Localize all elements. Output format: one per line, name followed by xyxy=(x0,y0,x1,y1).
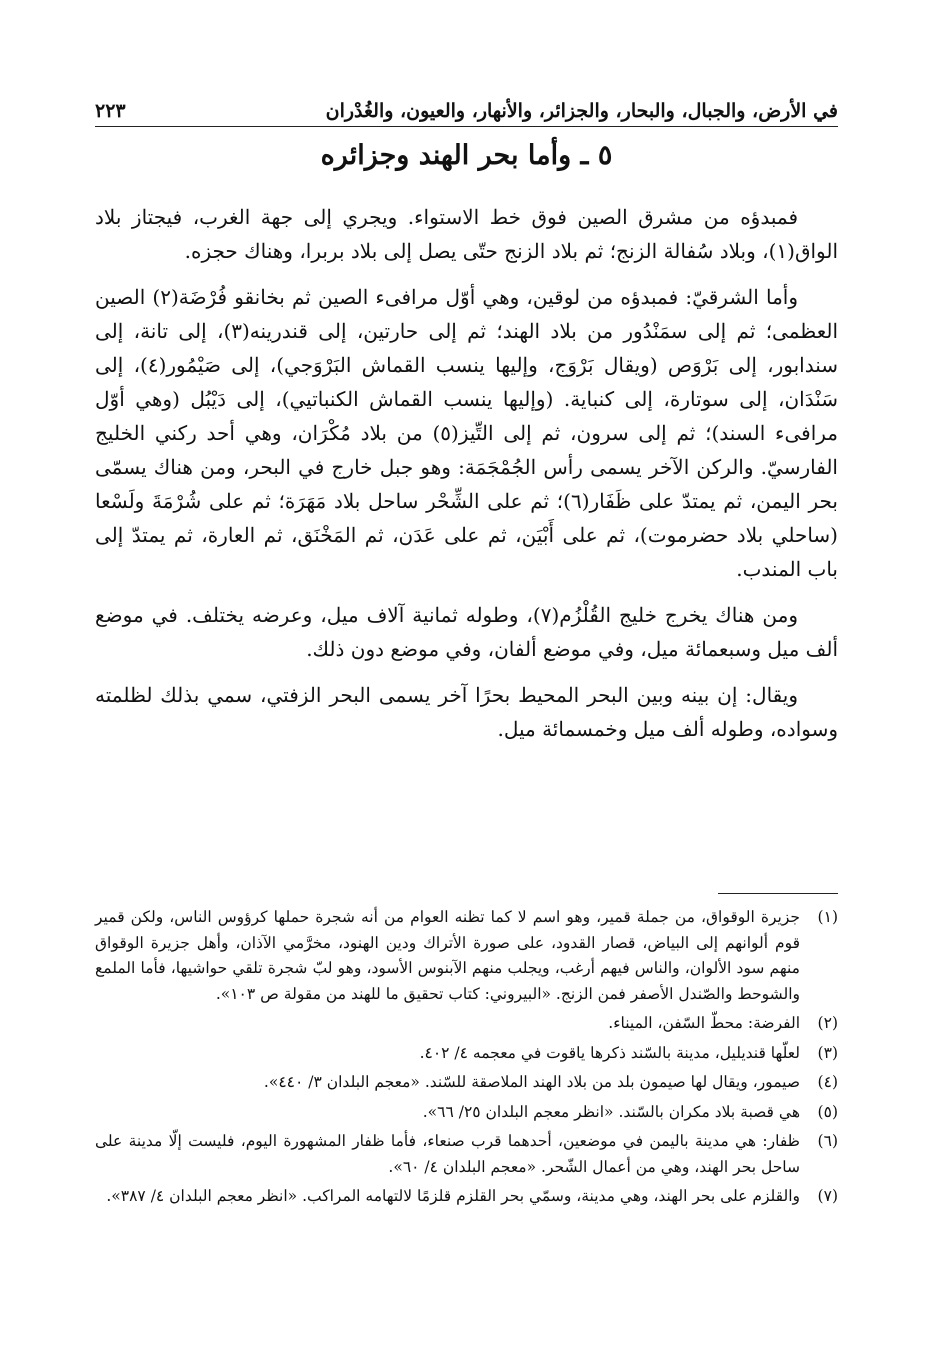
footnote xyxy=(95,1041,838,1067)
footnote-text: لعلّها قنديليل، مدينة بالسّند ذكرها ياقوت في معجمه ٤/ ٤٠٢. xyxy=(419,1043,800,1062)
footnote xyxy=(95,1129,838,1180)
footnote-text: ظفار: هي مدينة باليمن في موضعين، أحدهما قرب صنعاء، فأما ظفار المشهورة اليوم، فليست إلّا مدينة على ساحل بحر الهند، وهي من أعمال الشّحر. «معجم البلدان ٤/ ٦٠». xyxy=(95,1132,800,1176)
running-header xyxy=(95,82,838,127)
paragraph: ومن هناك يخرج خليج القُلْزُم(٧)، وطوله ثمانية آلاف ميل، وعرضه يختلف. في موضع ألف ميل وسبعمائة ميل، وفي موضع ألفان، وفي موضع دون ذلك. xyxy=(95,603,838,661)
footnote-number: (٣) xyxy=(817,1043,838,1062)
chapter-heading: ٥ ـ وأما بحر الهند وجزائره xyxy=(320,140,613,171)
footnote-number: (٢) xyxy=(817,1014,838,1032)
footnote-text: صيمور، ويقال لها صيمون بلد من بلاد الهند الملاصقة للسّند. «معجم البلدان ٣/ ٤٤٠». xyxy=(263,1073,800,1091)
footnote xyxy=(95,905,838,1007)
footnotes xyxy=(95,905,838,1214)
footnote xyxy=(95,1100,838,1126)
footnote-divider xyxy=(718,893,838,894)
footnote-text: الفرضة: محطّ السّفن، الميناء. xyxy=(608,1014,800,1032)
paragraph: ويقال: إن بينه وبين البحر المحيط بحرًا آخر يسمى البحر الزفتي، سمي بذلك لظلمته وسواده، وطوله ألف ميل وخمسمائة ميل. xyxy=(95,683,838,741)
page-number: ٢٢٣ xyxy=(95,100,126,122)
paragraph: وأما الشرقيّ: فمبدؤه من لوقين، وهي أوّل مرافىء الصين ثم بخانقو فُرْضَة(٢) الصين العظمى؛ ثم إلى سمَنْدُور من بلاد الهند؛ ثم إلى حارتين، إلى قندرينه(٣)، إلى تانة، إلى سندابور، إلى بَرْوَص (ويقال بَرْوَج، وإليها ينسب القماش البَرْوَجي)، إلى صَيْمُور(٤)، إلى سَنْدَان، إلى سوتارة، إلى كنباية. (وإليها ينسب القماش الكنباتيي)، إلى دَيْبُل (وهي أوّل مرافىء السند)؛ ثم إلى سرون، ثم إلى التِّيز(٥) من بلاد مُكْرَان، وهي أحد ركني الخليج الفارسيّ. والركن الآخر يسمى رأس الجُمْجَمَة: وهو جبل خارج في البحر، ومن هناك يسمّى بحر اليمن، ثم يمتدّ على ظَفَار(٦)؛ ثم على الشِّحْر ساحل بلاد مَهَرَة؛ ثم على شُرْمَةَ ولَسْعا (ساحلي بلاد حضرموت)، ثم على أَبْيَن، ثم على عَدَن، ثم المَخْنَق، ثم العارة، ثم يمتدّ إلى باب المندب. xyxy=(95,285,838,581)
footnote xyxy=(95,1184,838,1210)
footnote-text: هي قصبة بلاد مكران بالسّند. «انظر معجم البلدان ٢٥/ ٦٦». xyxy=(422,1102,800,1121)
main-text xyxy=(95,200,838,758)
paragraph: فمبدؤه من مشرق الصين فوق خط الاستواء. ويجري إلى جهة الغرب، فيجتاز بلاد الواق(١)، وبلاد سُفالة الزنج؛ ثم بلاد الزنج حتّى يصل إلى بلاد بربرا، وهناك حجزه. xyxy=(95,205,838,263)
footnote-number: (٥) xyxy=(817,1102,838,1121)
footnote-number: (٦) xyxy=(817,1132,838,1150)
footnote-text: جزيرة الوقواق، من جملة قمير، وهو اسم لا كما تظنه العوام من أنه شجرة حملها كرؤوس الناس، ولكن قمير قوم ألوانهم إلى البياض، قصار القدود، على صورة الأتراك ودين الهنود، مخرَّمي الآذان، وأهل جزيرة الوقواق منهم سود الألوان، والناس فيهم أرغب، ويجلب منهم الآبنوس الأسود، وهو لبّ شجرة تلقي حواشيها، فأما الملمع والشوحط والصّندل الأصفر فمن الزنج. «البيروني: كتاب تحقيق ما للهند من مقولة ص ١٠٣». xyxy=(95,908,800,1003)
footnote xyxy=(95,1070,838,1096)
footnote-number: (٧) xyxy=(817,1187,838,1205)
footnote-number: (١) xyxy=(817,908,838,926)
footnote-text: والقلزم على بحر الهند، وهي مدينة، وسمّي بحر القلزم قلزمًا لالتهامه المراكب. «انظر معجم البلدان ٤/ ٣٨٧». xyxy=(106,1187,800,1205)
footnote-number: (٤) xyxy=(817,1073,838,1091)
running-title: في الأرض، والجبال، والبحار، والجزائر، والأنهار، والعيون، والغُدْران xyxy=(325,100,838,122)
footnote xyxy=(95,1011,838,1037)
